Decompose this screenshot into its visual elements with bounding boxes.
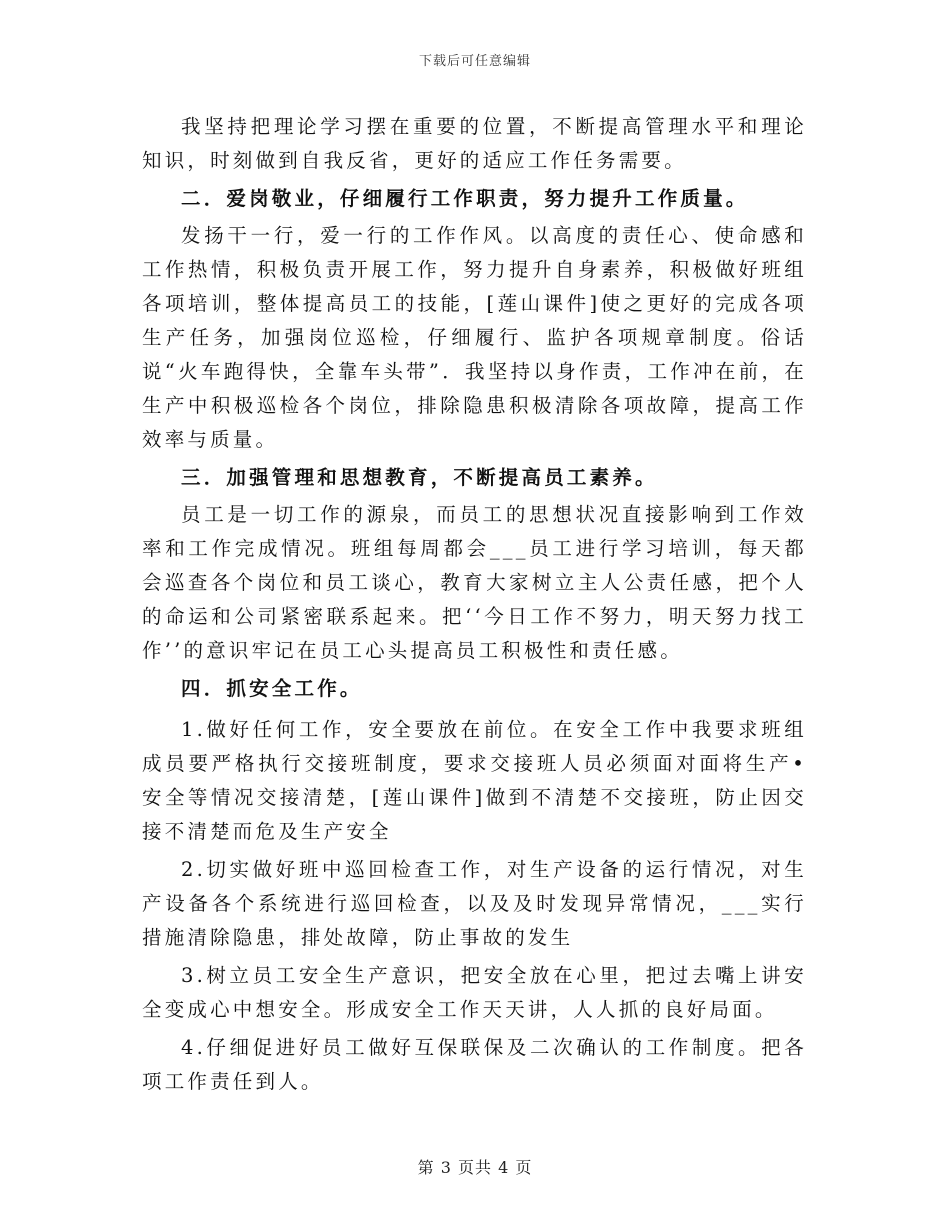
section-2-paragraph: 发扬干一行，爱一行的工作作风。以高度的责任心、使命感和工作热情，积极负责开展工作，努力提升自身素养，积极做好班组各项培训，整体提高员工的技能，[莲山课件]使之更好的完成各项生产任务，加强岗位巡检，仔细履行、监护各项规章制度。俗话说“火车跑得快，全靠车头带”．我坚持以身作责，工作冲在前，在生产中积极巡检各个岗位，排除隐患积极清除各项故障，提高工作效率与质量。 [142, 224, 807, 451]
list-item-2: 2.切实做好班中巡回检查工作，对生产设备的运行情况，对生产设备各个系统进行巡回检查，以及及时发现异常情况，___实行措施清除隐患，排处故障，防止事故的发生 [142, 858, 807, 949]
section-heading-3: 三．加强管理和思想教育，不断提高员工素养。 [181, 466, 658, 489]
list-item-3: 3.树立员工安全生产意识，把安全放在心里，把过去嘴上讲安全变成心中想安全。形成安全工作天天讲，人人抓的良好局面。 [142, 964, 807, 1021]
page-footer: 第 3 页共 4 页 [417, 1158, 533, 1177]
page-header: 下载后可任意编辑 [418, 54, 531, 69]
section-3-paragraph: 员工是一切工作的源泉，而员工的思想状况直接影响到工作效率和工作完成情况。班组每周都会___员工进行学习培训，每天都会巡查各个岗位和员工谈心，教育大家树立主人公责任感，把个人的命运和公司紧密联系起来。把‘‘今日工作不努力，明天努力找工作’’的意识牢记在员工心头提高员工积极性和责任感。 [142, 503, 807, 662]
list-item-4: 4.仔细促进好员工做好互保联保及二次确认的工作制度。把各项工作责任到人。 [142, 1036, 807, 1093]
list-item-1: 1.做好任何工作，安全要放在前位。在安全工作中我要求班组成员要严格执行交接班制度，要求交接班人员必须面对面将生产•安全等情况交接清楚，[莲山课件]做到不清楚不交接班，防止因交接不清楚而危及生产安全 [142, 718, 807, 843]
section-heading-4: 四．抓安全工作。 [181, 677, 363, 700]
intro-paragraph: 我坚持把理论学习摆在重要的位置，不断提高管理水平和理论知识，时刻做到自我反省，更好的适应工作任务需要。 [142, 115, 807, 172]
section-heading-2: 二．爱岗敬业，仔细履行工作职责，努力提升工作质量。 [181, 187, 749, 210]
document-body [142, 110, 807, 1099]
